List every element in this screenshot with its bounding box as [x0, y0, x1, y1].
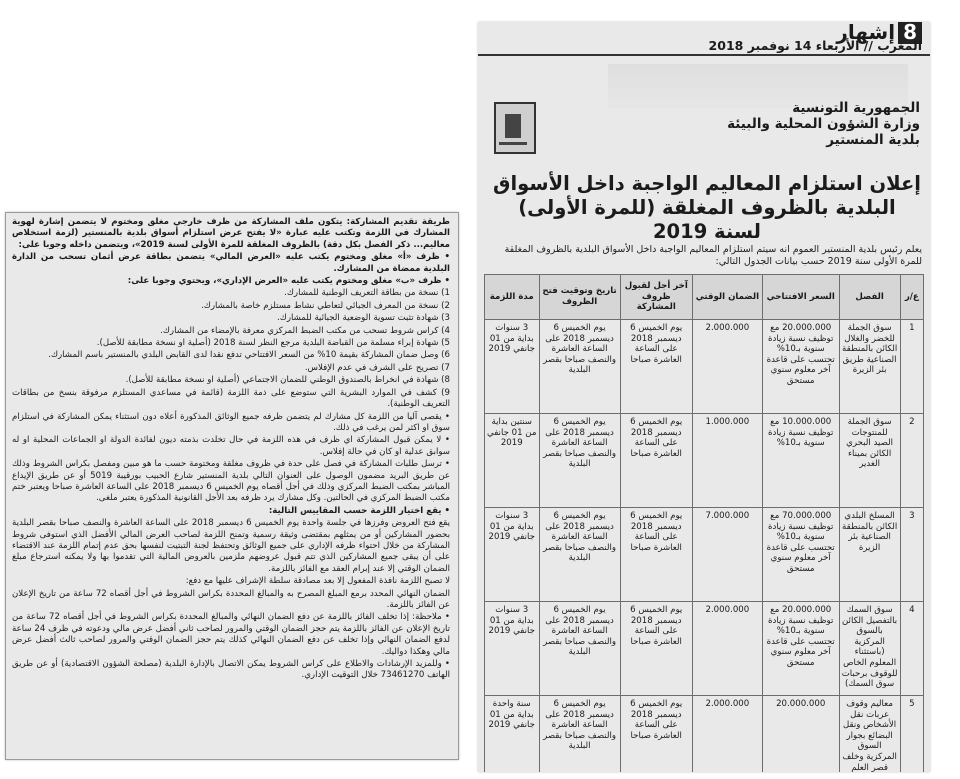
table-cell: يوم الخميس 6 ديسمبر 2018 على الساعة العاشرة صباحا [620, 696, 692, 773]
condition-paragraph: 9) كشف في الموارد البشرية التي ستوضع على ذمة اللزمة (قائمة في مساعدي المستلزم مرفوقة بنسخ من بطاقات التعريف الوطنية). [12, 387, 450, 410]
announcement-clipping [478, 22, 930, 772]
column-header: السعر الافتتاحي [762, 275, 839, 320]
table-cell: 7.000.000 [692, 508, 762, 602]
date-line: المغرب // الأربعاء 14 نوفمبر 2018 [708, 38, 922, 53]
condition-paragraph: 2) نسخة من المعرف الجبائي لتعاطي نشاط مستلزم خاصة بالمشارك. [201, 300, 450, 311]
condition-paragraph: 3) شهادة تثبت تسوية الوضعية الجبائية للمشارك. [277, 313, 450, 324]
table-row [485, 696, 924, 773]
table-cell: يوم الخميس 6 ديسمبر 2018 على الساعة العاشرة صباحا [620, 602, 692, 696]
column-header: ع/ر [900, 275, 923, 320]
table-cell: 3 سنوات بداية من 01 جانفي 2019 [485, 508, 540, 602]
condition-paragraph: 8) شهادة في انخراط بالصندوق الوطني للضمان الاجتماعي (أصلية او نسخة مطابقة للأصل). [125, 375, 450, 386]
table-cell: 2.000.000 [692, 696, 762, 773]
condition-paragraph: • وللمزيد الإرشادات والاطلاع على كراس الشروط يمكن الاتصال بالإدارة البلدية (مصلحة الشؤون الاقتصادية) أو عن طريق الهاتف 73461270 خلال التوقيت الإداري. [12, 659, 450, 681]
condition-paragraph: • لا يمكن قبول المشاركة اي ظرف في هذه اللزمة في حال تخلدت بذمته ديون لفائدة الدولة او الجماعات المحلية او له سوابق عدلية او كان في حالة إفلاس. [12, 435, 450, 457]
table-cell: يوم الخميس 6 ديسمبر 2018 على الساعة العاشرة والنصف صباحا بقصر البلدية [539, 696, 620, 773]
column-header: مدة اللزمة [485, 275, 540, 320]
table-header-row [485, 275, 924, 320]
condition-paragraph: 1) نسخة من بطاقة التعريف الوطنية للمشارك. [284, 288, 450, 299]
condition-paragraph: • يقصى آليا من اللزمة كل مشارك لم يتضمن ظرفه جميع الوثائق المذكورة أعلاه دون استثناء يمكن المشاركة في استلزام سوق او اكثر لمن يرغب في ذلك. [12, 411, 450, 433]
table-cell: سوق الجملة للمنتوجات الصيد البحري الكائن بميناء الغدير [839, 414, 900, 508]
table-cell: 2.000.000 [692, 320, 762, 414]
condition-paragraph: 5) شهادة إبراء مسلمة من القباضة البلدية مرجع النظر لسنة 2018 (أصلية او نسخة مطابقة للأصل). [96, 338, 450, 349]
condition-paragraph: • ظرف «ب» مغلق ومختوم يكتب عليه «العرض الإداري»، ويحتوي وجوبا على: [127, 276, 450, 287]
table-cell: معاليم وقوف عربات نقل الأشخاص ونقل البضائع بجوار السوق المركزية وخلف قصر العلم [839, 696, 900, 773]
table-cell: يوم الخميس 6 ديسمبر 2018 على الساعة العاشرة والنصف صباحا بقصر البلدية [539, 508, 620, 602]
republic-name: الجمهورية التونسية [792, 100, 920, 116]
table-cell: يوم الخميس 6 ديسمبر 2018 على الساعة العاشرة والنصف صباحا بقصر البلدية [539, 320, 620, 414]
table-cell: يوم الخميس 6 ديسمبر 2018 على الساعة العاشرة والنصف صباحا بقصر البلدية [539, 602, 620, 696]
announcement-intro: يعلم رئيس بلدية المنستير العموم انه سيتم استلزام المعاليم الواجبة داخل الأسواق البلدية بالظروف المغلقة للمرة الأولى سنة 2019 حسب بيانات الجدول التالي: [504, 244, 922, 267]
column-header: الضمان الوقتي [692, 275, 762, 320]
ministry-name: وزارة الشؤون المحلية والبيئة [727, 116, 920, 132]
table-cell: سوق السمك بالتفصيل الكائن بالسوق المركزية (باستثناء المعلوم الخاص للوقوف برحبات سوق السمك) [839, 602, 900, 696]
condition-paragraph: • ظرف «أ» مغلق ومختوم يكتب عليه «العرض المالي» يتضمن بطاقة عرض أثمان تسحب من الدارة البلدية ممضاة من المشارك. [12, 252, 450, 274]
table-row [485, 602, 924, 696]
table-cell: سنة واحدة بداية من 01 جانفي 2019 [485, 696, 540, 773]
table-cell: 3 سنوات بداية من 01 جانفي 2019 [485, 602, 540, 696]
condition-paragraph: 4) كراس شروط تسحب من مكتب الضبط المركزي معرفة بالإمضاء من المشارك. [160, 325, 450, 336]
government-header [727, 100, 920, 148]
condition-paragraph: • ترسل طلبات المشاركة في فصل على حدة في ظروف مغلقة ومختومة حسب ما هو مبين ومفصل بكراس الشروط وذلك عن طريق البريد مضمون الوصول على العنوان التالي بلدية المنستير شارع الحبيب بورقيبة 5019 أو عن طريق الإيداع المباشر بمكتب الضبط المركزي وذلك في أجل أقصاه يوم الخميس 6 ديسمبر 2018 على الساعة العاشرة صباحا ويعتبر ختم مكتب الضبط المركزي في الحالتين. وكل مشارك يرد ظرفه بعد الأجل القانونية المذكورة يعتبر ملغى. [12, 459, 450, 504]
condition-paragraph: الضمان النهائي المحدد برمع المبلغ المصرح به والمبالغ المحددة بكراس الشروط في أجل أقصاه 72 ساعة من تاريخ الإعلان عن الفائز باللزمة. [12, 588, 450, 610]
section-name: إشهار [836, 22, 896, 44]
table-cell: يوم الخميس 6 ديسمبر 2018 على الساعة العاشرة صباحا [620, 320, 692, 414]
municipality-name: بلدية المنستير [826, 132, 920, 148]
table-cell: 1.000.000 [692, 414, 762, 508]
condition-paragraph: 6) وصل ضمان المشاركة بقيمة 10% من السعر الافتتاحي تدفع نقدا لدى القابض البلدي بالمنستير باسم المشارك. [48, 350, 450, 361]
table-row [485, 320, 924, 414]
table-cell: سوق الجملة للخضر والغلال الكائن بالمنطقة الصناعية طريق بئر الزيرة [839, 320, 900, 414]
conditions-clipping [5, 212, 459, 760]
table-cell: يوم الخميس 6 ديسمبر 2018 على الساعة العاشرة صباحا [620, 508, 692, 602]
table-cell: 20.000.000 [762, 696, 839, 773]
table-cell: 10.000.000 مع توظيف نسبة زيادة سنوية بـ10% [762, 414, 839, 508]
page-number: 8 [898, 22, 922, 44]
condition-paragraph: لا تصبح اللزمة نافذة المفعول إلا بعد مصادقة سلطة الإشراف عليها مع دفع: [185, 576, 450, 587]
table-cell: 3 [900, 508, 923, 602]
column-header: تاريخ وتوقيت فتح الظروف [539, 275, 620, 320]
table-cell: 4 [900, 602, 923, 696]
table-cell: 2.000.000 [692, 602, 762, 696]
table-cell: 5 [900, 696, 923, 773]
condition-paragraph: طريقة تقديم المشاركة: يتكون ملف المشاركة من ظرف خارجي مغلق ومختوم لا يتضمن إشارة لهوية المشارك في اللزمة وتكتب عليه عبارة «لا يفتح عرض استلزام أسواق بلدية بالمنستير (لزمة استخلاص معاليم... ذكر الفصل بكل دقة) بالظروف المغلقة للمرة الأولى لسنة 2019»، ويتضمن داخله وجوبا على: [12, 217, 450, 250]
condition-paragraph: • ملاحظة: إذا تخلف الفائز باللزمة عن دفع الضمان النهائي والمبالغ المحددة بكراس الشروط في أجل أقصاه 72 ساعة من تاريخ الإعلان عن الفائز باللزمة يتم حجز الضمان الوقتي والمرور لصاحب ثاني أفضل عرض مالي ودعوته في ظرف 24 ساعة لدفع الضمان النهائي وإذا تخلف عن دفع الضمان النهائي كذلك يتم حجز الضمان الوقتي والمرور لصاحب ثالث أفضل عرض مالي وهكذا دواليك. [12, 612, 450, 657]
column-header: الفصل [839, 275, 900, 320]
column-header: آخر أجل لقبول ظروف المشاركة [620, 275, 692, 320]
table-row [485, 414, 924, 508]
table-cell: يوم الخميس 6 ديسمبر 2018 على الساعة العاشرة صباحا [620, 414, 692, 508]
condition-paragraph: • يقع اختيار اللزمة حسب المقاييس التالية: [268, 505, 450, 516]
condition-paragraph: يقع فتح العروض وفرزها في جلسة واحدة يوم الخميس 6 ديسمبر 2018 على الساعة العاشرة والنصف صباحا بقصر البلدية بحضور المشاركين أو من يمثلهم بمقتضى وثيقة رسمية وتمنح اللزمة لصاحب العرض المالي الأفضل الذي استوفى شروط المشاركة من خلال احتواء ظرفه الإداري على جميع الوثائق وتحتفظ لجنة التبتيت لنفسها بحق عدم إتمام اللزمة عند الاقتضاء على أن يبقى جميع المشاركين الذي تتم قبول عروضهم ملزمين بالعروض المالية التي تقدموا بها ولا يمكنه استرجاع مبلغ الضمان الوقتي إلا عند إبرام العقد مع الفائز باللزمة. [12, 518, 451, 574]
table-cell: 1 [900, 320, 923, 414]
condition-paragraph: 7) تصريح على الشرف في عدم الإفلاس. [304, 362, 450, 373]
table-cell: 20.000.000 مع توظيف نسبة زيادة سنوية بـ10% تحتسب على قاعدة آخر معلوم سنوي مستحق [762, 320, 839, 414]
table-cell: 3 سنوات بداية من 01 جانفي 2019 [485, 320, 540, 414]
table-cell: 2 [900, 414, 923, 508]
table-cell: 20.000.000 مع توظيف نسبة زيادة سنوية بـ10% تحتسب على قاعدة آخر معلوم سنوي مستحق [762, 602, 839, 696]
table-cell: 70.000.000 مع توظيف نسبة زيادة سنوية بـ10% تحتسب على قاعدة آخر معلوم سنوي مستحق [762, 508, 839, 602]
table-cell: سنتين بداية من 01 جانفي 2019 [485, 414, 540, 508]
municipality-crest-icon [494, 102, 536, 154]
table-row [485, 508, 924, 602]
table-cell: المسلخ البلدي الكائن بالمنطقة الصناعية بئر الزيرة [839, 508, 900, 602]
announcement-title: إعلان استلزام المعاليم الواجبة داخل الأسواق البلدية بالظروف المغلقة (للمرة الأولى) لسنة 2019 [493, 172, 921, 243]
conditions-text [6, 213, 458, 687]
markets-table [484, 274, 924, 772]
table-cell: يوم الخميس 6 ديسمبر 2018 على الساعة العاشرة والنصف صباحا بقصر البلدية [539, 414, 620, 508]
